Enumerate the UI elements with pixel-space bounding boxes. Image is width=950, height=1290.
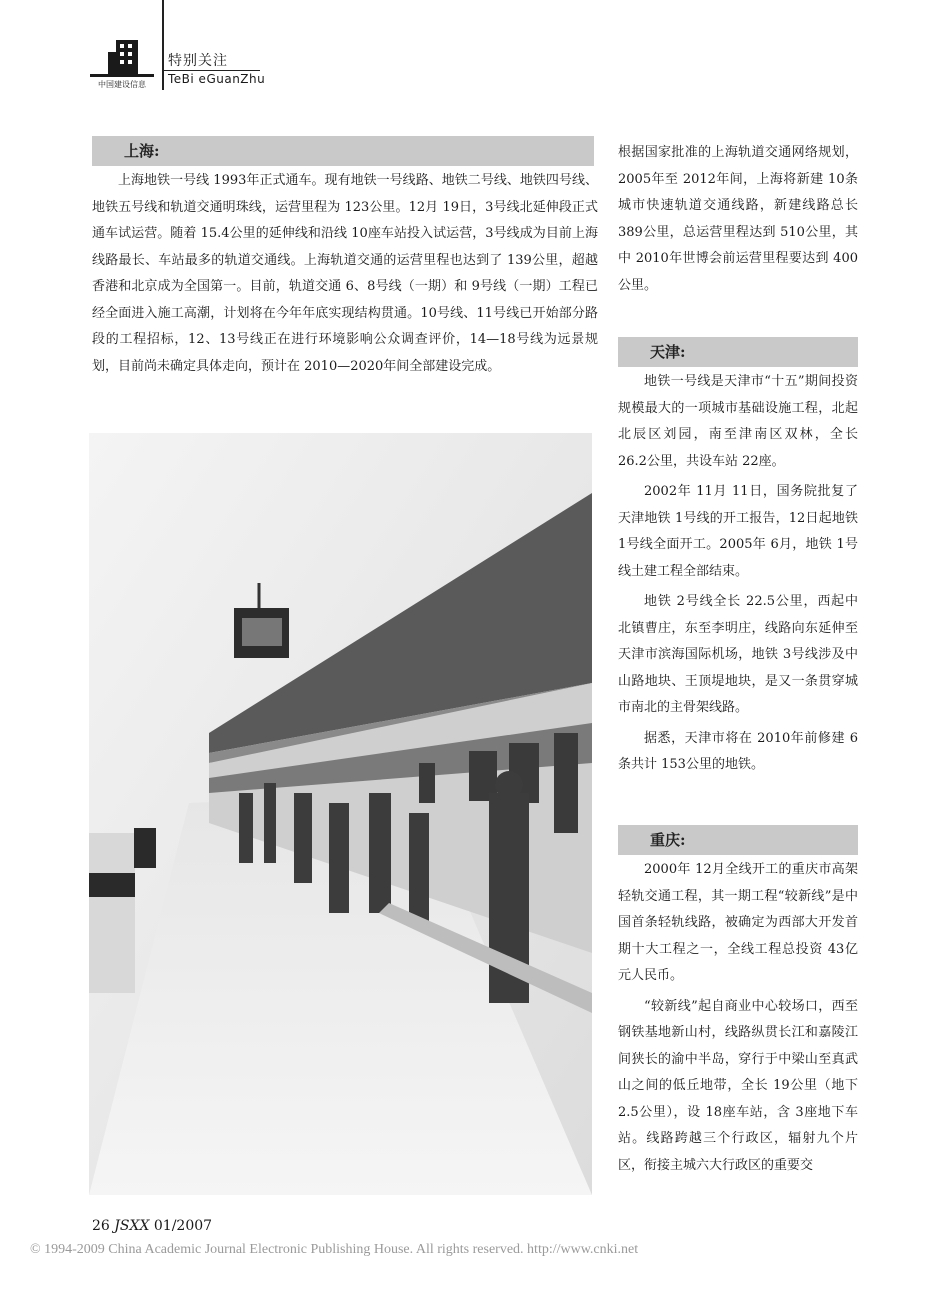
chongqing-heading: 重庆: [618,825,858,855]
chongqing-paragraph-1: 2000年 12月全线开工的重庆市高架轻轨交通工程，其一期工程“较新线”是中国首条轻轨线路，被确定为西部大开发首期十大工程之一，全线工程总投资 43亿元人民币。 [618,862,858,983]
issue-number: 01/2007 [153,1218,213,1234]
chongqing-body [618,857,858,1179]
copyright-notice: © 1994-2009 China Academic Journal Electronic Publishing House. All rights reserved. http://www.cnki.net [30,1242,639,1257]
section-title-en: TeBi eGuanZhu [168,72,266,86]
shanghai-paragraph: 上海地铁一号线 1993年正式通车。现有地铁一号线路、地铁二号线、地铁四号线、地铁五号线和轨道交通明珠线，运营里程为 123公里。12月 19日，3号线北延伸段正式通车试运营。随着 15.4公里的延伸线和沿线 10座车站投入试运营，3号线成为目前上海线路最长、车站最多的轨道交通线。上海轨道交通的运营里程也达到了 139公里，超越香港和北京成为全国第一。目前，轨道交通 6、8号线（一期）和 9号线（一期）工程已经全面进入施工高潮，计划将在今年年底实现结构贯通。10号线、11号线已开始部分路段的工程招标，12、13号线正在进行环境影响公众调查评价，14—18号线为远景规划，目前尚未确定具体走向，预计在 2010—2020年间全部建设完成。 [92,173,598,374]
header-divider-horizontal [162,70,260,71]
subway-platform-photo [89,433,592,1195]
section-title-cn: 特别关注 [168,53,228,69]
page-footer [92,1218,212,1234]
logo-text: 中国建设信息 [98,80,146,89]
shanghai-plan-paragraph: 根据国家批准的上海轨道交通网络规划，2005年至 2012年间，上海将新建 10条城市快速轨道交通线路，新建线路总长 389公里，总运营里程达到 510公里，其中 2010年世博会前运营里程要达到 400公里。 [618,145,858,293]
tianjin-paragraph-4: 据悉，天津市将在 2010年前修建 6条共计 153公里的地铁。 [618,730,858,772]
journal-logo [86,18,158,90]
tianjin-paragraph-1: 地铁一号线是天津市“十五”期间投资规模最大的一项城市基础设施工程，北起北辰区刘园，南至津南区双林，全长 26.2公里，共设车站 22座。 [618,374,858,469]
journal-abbrev: JSXX [114,1218,150,1234]
tianjin-body [618,369,858,779]
page-number: 26 [92,1218,110,1234]
tianjin-heading: 天津: [618,337,858,367]
header-divider-vertical [162,0,164,90]
shanghai-heading: 上海: [92,136,594,166]
tianjin-paragraph-3: 地铁 2号线全长 22.5公里，西起中北镇曹庄，东至李明庄，线路向东延伸至天津市滨海国际机场，地铁 3号线涉及中山路地块、王顶堤地块，是又一条贯穿城市南北的主骨架线路。 [618,594,858,715]
chongqing-paragraph-2: “较新线”起自商业中心较场口，西至钢铁基地新山村，线路纵贯长江和嘉陵江间狭长的渝中半岛，穿行于中梁山至真武山之间的低丘地带，全长 19公里（地下 2.5公里），设 18座车站，含 3座地下车站。线路跨越三个行政区，辐射九个片区，衔接主城六大行政区的重要交 [618,998,858,1173]
tianjin-paragraph-2: 2002年 11月 11日，国务院批复了天津地铁 1号线的开工报告，12日起地铁 1号线全面开工。2005年 6月，地铁 1号线土建工程全部结束。 [618,484,858,579]
